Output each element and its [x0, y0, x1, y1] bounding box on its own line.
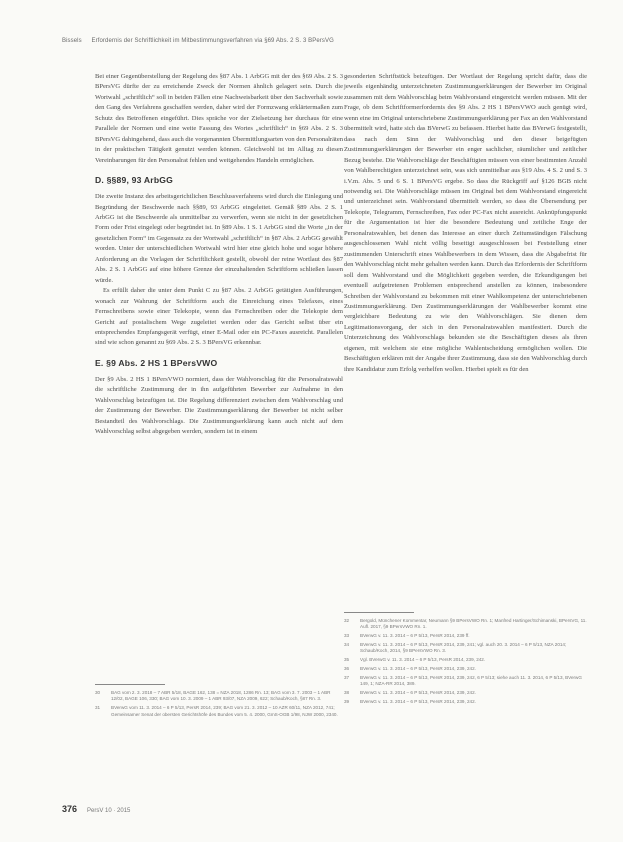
footnote-text: BVerwG v. 11. 3. 2014 – 6 P 5/13, PersR 2014, 239 ff.: [360, 633, 470, 639]
footnote-text: BVerwG v. 11. 3. 2014 – 6 P 5/13, PersR 2014, 239, 242.: [360, 666, 476, 671]
footnote: [344, 657, 587, 663]
footnote-text: BVerwG v. 11. 3. 2014 – 6 P 5/13, PersR 2014, 239, 241; vgl. auch 20. 3. 2014 – 6 P 5/13, NZA 2014; Schaub/Koch, 2014, §9 BPersVWO Rn. 3.: [360, 642, 567, 654]
footnote-number: 33: [344, 633, 350, 639]
footnote-number: 37: [344, 674, 350, 680]
left-column: [95, 72, 343, 717]
right-column: [344, 72, 587, 704]
right-footnotes: [344, 600, 587, 708]
journal-reference: PersV 10 · 2015: [87, 808, 131, 814]
footnote: [344, 642, 587, 655]
footnote: [95, 705, 343, 718]
footnote: [344, 699, 587, 705]
left-paragraph-3: Es erfüllt daher die unter dem Punkt C zu §87 Abs. 2 ArbGG getätigten Ausführungen, wonach zur Wahrung der Schriftform auch die Einreichung eines Telefaxes, eines Fernschreibens sowie einer Telekopie, wenn das Fernschreiben oder die Telekopie dem Gericht auf postalischem Wege zugeleitet werden oder das Gericht selbst über ein entsprechendes Empfangsgerät verfügt, einer E-Mail oder ein PC-Faxes ausreicht. Parallelen sind wie schon genannt zu §69 Abs. 2 S. 3 BPersVG erkennbar.: [95, 287, 343, 347]
left-paragraph-2: Die zweite Instanz des arbeitsgerichtlichen Beschlussverfahrens wird durch die Einlegung und Begründung der Beschwerde nach §§89, 93 ArbGG eingeleitet. Gemäß §89 Abs. 2 S. 1 ArbGG ist die Beschwerde als unmittelbar zu verwerfen, wenn sie nicht in der gesetzlichen Form oder Frist eingelegt oder begründet ist. In §89 Abs. 1 S. 1 ArbGG sind die Worte „in der gesetzlichen Form“ im Gegensatz zu der Wortwahl „schriftlich“ in §87 Abs. 2 ArbGG gewählt worden. Unter der unterschiedlichen Wortwahl wird hier eine gleich hohe und sogar höhere Anforderung an die Vorlagen der Schriftlichkeit gestellt, obwohl der reine Wortlaut des §87 Abs. 2 S. 1 ArbGG auf eine höhere Grenze der einzuhaltenden Schriftform schließen lassen würde.: [95, 193, 343, 284]
footnote-number: 39: [344, 698, 350, 704]
footnote-number: 31: [95, 705, 101, 711]
running-header: [62, 38, 582, 44]
header-author: Bissels: [62, 38, 82, 44]
page-footer: [62, 804, 130, 814]
left-footnotes: [95, 672, 343, 720]
footnote-divider: [344, 612, 414, 613]
footnote: [344, 618, 587, 631]
footnote: [344, 675, 587, 688]
footnote-text: Vgl. BVerwG v. 11. 3. 2014 – 6 P 5/13, PersR 2014, 239, 242.: [360, 657, 486, 663]
footnote-text: Bergold, Münchener Kommentar, Neumann §9 BPersVWO Rn. 1; Manfred Hartinger/Schimanski, BPersVG, 11. Aufl. 2017, §9 BPersVWO Rn. 1.: [360, 618, 587, 630]
footnote: [344, 690, 587, 696]
page-number: 376: [62, 804, 78, 814]
header-title: Erfordernis der Schriftlichkeit im Mitbestimmungsverfahren via §69 Abs. 2 S. 3 BPersVG: [91, 38, 334, 44]
footnote-divider: [95, 684, 165, 685]
footnote-number: 34: [344, 642, 350, 647]
footnote-text: BAG vom 2. 3. 2018 – 7 ABR 5/18, BAGE 162, 138 = NZA 2018, 1286 Rn. 13; BAG vom 3. 7. 2003 – 1 ABR 12/02, BAGE 106, 330; BAG vom 10. 3. 2009 – 1 ABR 93/07, NZA 2009, 622; Schaub/Koch, §87 Rn. 3.: [111, 690, 331, 702]
footnote-number: 36: [344, 666, 350, 671]
footnote-number: 32: [344, 618, 350, 623]
footnote: [344, 633, 587, 639]
footnote-text: BVerwG v. 11. 3. 2014 – 6 P 5/13, PersR 2014, 239, 242.: [360, 698, 476, 704]
footnote-number: 38: [344, 690, 350, 695]
left-paragraph-1: Bei einer Gegenüberstellung der Regelung des §87 Abs. 1 ArbGG mit der des §69 Abs. 2 S. 3 BPersVG dürfte der zu erreichende Zweck der Normen ähnlich gelagert sein. Durch die Wortwahl „schriftlich“ soll in beiden Fällen eine Nachweisbarkeit über den Sachverhalt sowie den Gang des Verfahrens geschaffen werden, daher wird der Formzwang erklärtermaßen zum Schutz des Betroffenen eingeführt. Dies spräche vor der Zielsetzung her durchaus für eine Parallele der Normen und eine weite Fassung des Wortes „schriftlich“ in §69 Abs. 2 S. 3 BPersVG dahingehend, dass auch die vorgenannten Übermittlungsarten von den Personalräten in der praktischen Tätigkeit genutzt werden können. Gleichwohl ist im Alltag zu diesen Vereinbarungen für den Personalrat fehlen und weitgehendes Handeln ermöglichen.: [95, 73, 343, 164]
footnote-text: BVerwG vom 11. 3. 2014 – 6 P 5/13, PersR 2014, 239; BAG vom 21. 3. 2012 – 10 AZR 60/11, NZA 2012, 741; Gemeinsamer Senat der obersten Gerichtshöfe des Bundes vom 5. 4. 2000, GmS-OGB 1/98, NJW 2000, 2340.: [111, 705, 338, 717]
heading-section-d: D. §§89, 93 ArbGG: [95, 175, 174, 186]
footnote-text: BVerwG v. 11. 3. 2014 – 6 P 5/13, PersR 2014, 239, 242, 6 P 5/13; siehe auch 11. 3. 2014, 6 P 5/13, BVerwG 149, 1; NZA-RR 2014, 389.: [360, 674, 582, 687]
footnote-text: BVerwG v. 11. 3. 2014 – 6 P 5/13, PersR 2014, 239, 242.: [360, 690, 476, 695]
footnote: [344, 666, 587, 672]
heading-section-e: E. §9 Abs. 2 HS 1 BPersVWO: [95, 357, 218, 368]
footnote: [95, 690, 343, 703]
footnote-number: 30: [95, 690, 101, 695]
left-paragraph-4: Der §9 Abs. 2 HS 1 BPersVWO normiert, dass der Wahlvorschlag für die Personalratswahl die schriftliche Zustimmung der in ihn aufgeführten Bewerber zur Aufnahme in den Wahlvorschlag beizufügen ist. Die Regelung differenziert zwischen dem Wahlvorschlag und der Zustimmung der Bewerber. Die Zustimmungserklärung der Bewerber ist nicht selber Bestandteil des Wahlvorschlags. Die Zustimmungserklärung kann auch nicht auf dem Wahlvorschlag selbst abgegeben werden, sondern ist in einem: [95, 375, 343, 436]
footnote-number: 35: [344, 657, 350, 663]
right-paragraph-1: gesonderten Schriftstück beizufügen. Der Wortlaut der Regelung spricht dafür, dass die jeweils eigenhändig unterzeichneten Zustimmungserklärungen der Bewerber im Original zusammen mit dem Wahlvorschlag beim Wahlvorstand eingereicht werden müssen. Mit der Frage, ob dem Schriftformerfordernis des §9 Abs. 2 HS 1 BPersVWO auch genügt wird, wenn eine im Original unterschriebene Zustimmungserklärung per Fax an den Wahlvorstand übermittelt wird, hatte sich das BVerwG zu befassen. Hierbei hatte das BVerwG festgestellt, dass nach dem Sinn der Wahlvorschlag und den dieser beigefügten Zustimmungserklärungen der Bewerber ein enger sachlicher, räumlicher und zeitlicher Bezug bestehe. Die Wahlvorschläge der Beschäftigten müssen von einer bestimmten Anzahl von Wahlberechtigten unterzeichnet sein, was sich unmittelbar aus §19 Abs. 4 S. 2 und S. 3 i.V.m. Abs. 5 und 6 S. 1 BPersVG ergebe. So dass die Rückgriff auf §126 BGB nicht notwendig sei. Die Wahlvorschläge müssen im Original bei dem Wahlvorstand eingereicht und unterzeichnet sein. Wahlvorstand übermittelt werden, so dass die Übersendung per Telekopie, Telegramm, Fernschreiben, Fax oder PC-Fax nicht ausreicht. Anknüpfungspunkt für die Argumentation ist hier die besondere Bedeutung und zeitliche Enge der Personalratswahlen, bei denen das Interesse an einer durch Zeitumständigen Fälschung ausgeschlossenen Wahl nicht völlig beseitigt ausgeschlossen bei Feststellung einer zustimmenden Unterschrift eines Wahlbewerbers in dem Wissen, dass die Abgabefrist für den Wahlvorschlag nicht mehr gehalten werden kann. Durch das Erfordernis der Schriftform soll dem Wahlvorstand und die Möglichkeit gegeben werden, die Erkundigungen bei eventuell aufgetretenen Problemen entsprechend anstellen zu können, insbesondere Schreiben der Wahlvorstand zu bekommen mit einer Wahlkompetenz der unterschriebenen Zustimmungserklärung. Den Zustimmungserklärungen der Wahlbewerber kommt eine vergleichbare Bedeutung zu wie den Wahlvorschlägen. Sie dienen dem Legitimationsvorgang, der sich in den Personalratswahlen manifestiert. Durch die Unterzeichnung des Wahlvorschlags bekunden sie die Beschäftigten dieses als ihren eigenen, mit welchem sie eine mögliche Wahlentscheidung ermöglichen wollen. Die Beschäftigten erklären mit der Angabe ihrer Zustimmung, dass sie den Wahlvorschlag durch ihre Kandidatur zum Erfolg verhelfen wollen. Hierbei spielt es für den: [344, 73, 587, 373]
